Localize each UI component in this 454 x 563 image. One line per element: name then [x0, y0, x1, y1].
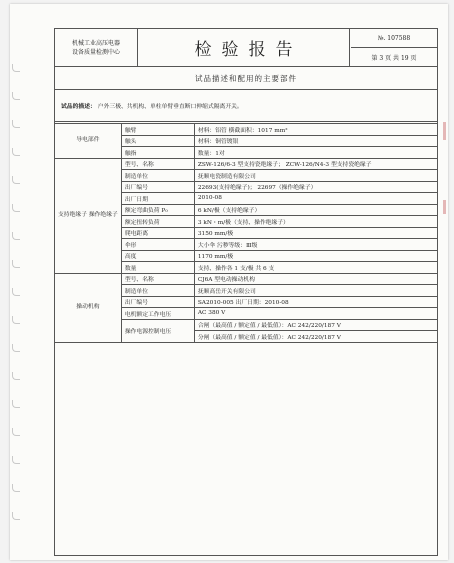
- report-number: №. 107588: [351, 29, 437, 48]
- row-value: 分闸（最高值 / 额定值 / 最低值）：AC 242/220/187 V: [194, 331, 437, 343]
- report-header: [55, 29, 437, 67]
- row-key: 触头: [121, 135, 194, 147]
- row-key: 伞形: [121, 239, 194, 251]
- row-key: 型号、名称: [121, 273, 194, 285]
- table-row: [55, 124, 437, 136]
- row-value: SA2010-005 出厂日期：2010-08: [194, 296, 437, 308]
- row-key: 型号、名称: [121, 158, 194, 170]
- row-value: ZSW-126/6-3 型支持瓷绝缘子； ZCW-126/N4-3 型支持瓷绝缘子: [194, 158, 437, 170]
- table-row: [55, 158, 437, 170]
- row-value: 3 kN・m/极（支持、操作绝缘子）: [194, 216, 437, 228]
- group-name: 导电部件: [55, 124, 121, 159]
- row-value: 22693(支持绝缘子)； 22697（操作绝缘子）: [194, 181, 437, 193]
- group-name: 支持绝缘子 操作绝缘子: [55, 158, 121, 273]
- row-value: 大小伞 污秽等级：Ⅲ级: [194, 239, 437, 251]
- row-key: 高度: [121, 250, 194, 262]
- row-key: 触指: [121, 147, 194, 159]
- org-name: 机械工业高压电器 设备质量检测中心: [55, 29, 138, 66]
- seal-mark: [443, 122, 446, 140]
- row-value: 数量：1对: [194, 147, 437, 159]
- report-frame: [54, 28, 438, 556]
- row-value: CJ6A 型电动操动机构: [194, 273, 437, 285]
- page-indicator: 第 3 页 共 19 页: [371, 54, 417, 62]
- row-key: 触臂: [121, 124, 194, 136]
- report-meta: [351, 29, 437, 66]
- section-title: 试品描述和配用的主要部件: [55, 67, 437, 90]
- row-value: AC 380 V: [194, 308, 437, 320]
- table-row: [55, 273, 437, 285]
- row-key: 操作电源控制电压: [121, 319, 194, 342]
- row-value: 材料：铝管 横截面积：1017 mm²: [194, 124, 437, 136]
- row-key: 出厂编号: [121, 296, 194, 308]
- row-value: 抚顺电瓷制造有限公司: [194, 170, 437, 182]
- row-value: 3150 mm/极: [194, 227, 437, 239]
- binding-holes: [10, 4, 22, 560]
- row-value: 抚顺高岳开关有限公司: [194, 285, 437, 297]
- description-text: 户外三极、共机构、单柱单臂垂直断口伸缩式隔离开关。: [97, 104, 243, 110]
- row-key: 制造单位: [121, 170, 194, 182]
- row-key: 出厂编号: [121, 181, 194, 193]
- row-key: 额定扭转负荷: [121, 216, 194, 228]
- row-value: 6 kN/极（支持绝缘子）: [194, 204, 437, 216]
- report-page: [10, 4, 448, 560]
- row-key: 制造单位: [121, 285, 194, 297]
- specimen-description: [55, 90, 437, 122]
- seal-mark: [443, 200, 446, 214]
- row-key: 爬电距离: [121, 227, 194, 239]
- description-label: 试品的描述：: [61, 104, 96, 110]
- row-key: 数量: [121, 262, 194, 274]
- row-key: 电机额定工作电压: [121, 308, 194, 320]
- row-value: 材料：铜管镀银: [194, 135, 437, 147]
- row-key: 额定弯曲负荷 P₀: [121, 204, 194, 216]
- row-value: 2010-08: [194, 193, 437, 205]
- row-value: 合闸（最高值 / 额定值 / 最低值）：AC 242/220/187 V: [194, 319, 437, 331]
- row-value: 支持、操作各 1 支/极 共 6 支: [194, 262, 437, 274]
- report-title: 检验报告: [138, 29, 350, 66]
- row-key: 出厂日期: [121, 193, 194, 205]
- component-table: [55, 123, 437, 343]
- row-value: 1170 mm/极: [194, 250, 437, 262]
- group-name: 操动机构: [55, 273, 121, 342]
